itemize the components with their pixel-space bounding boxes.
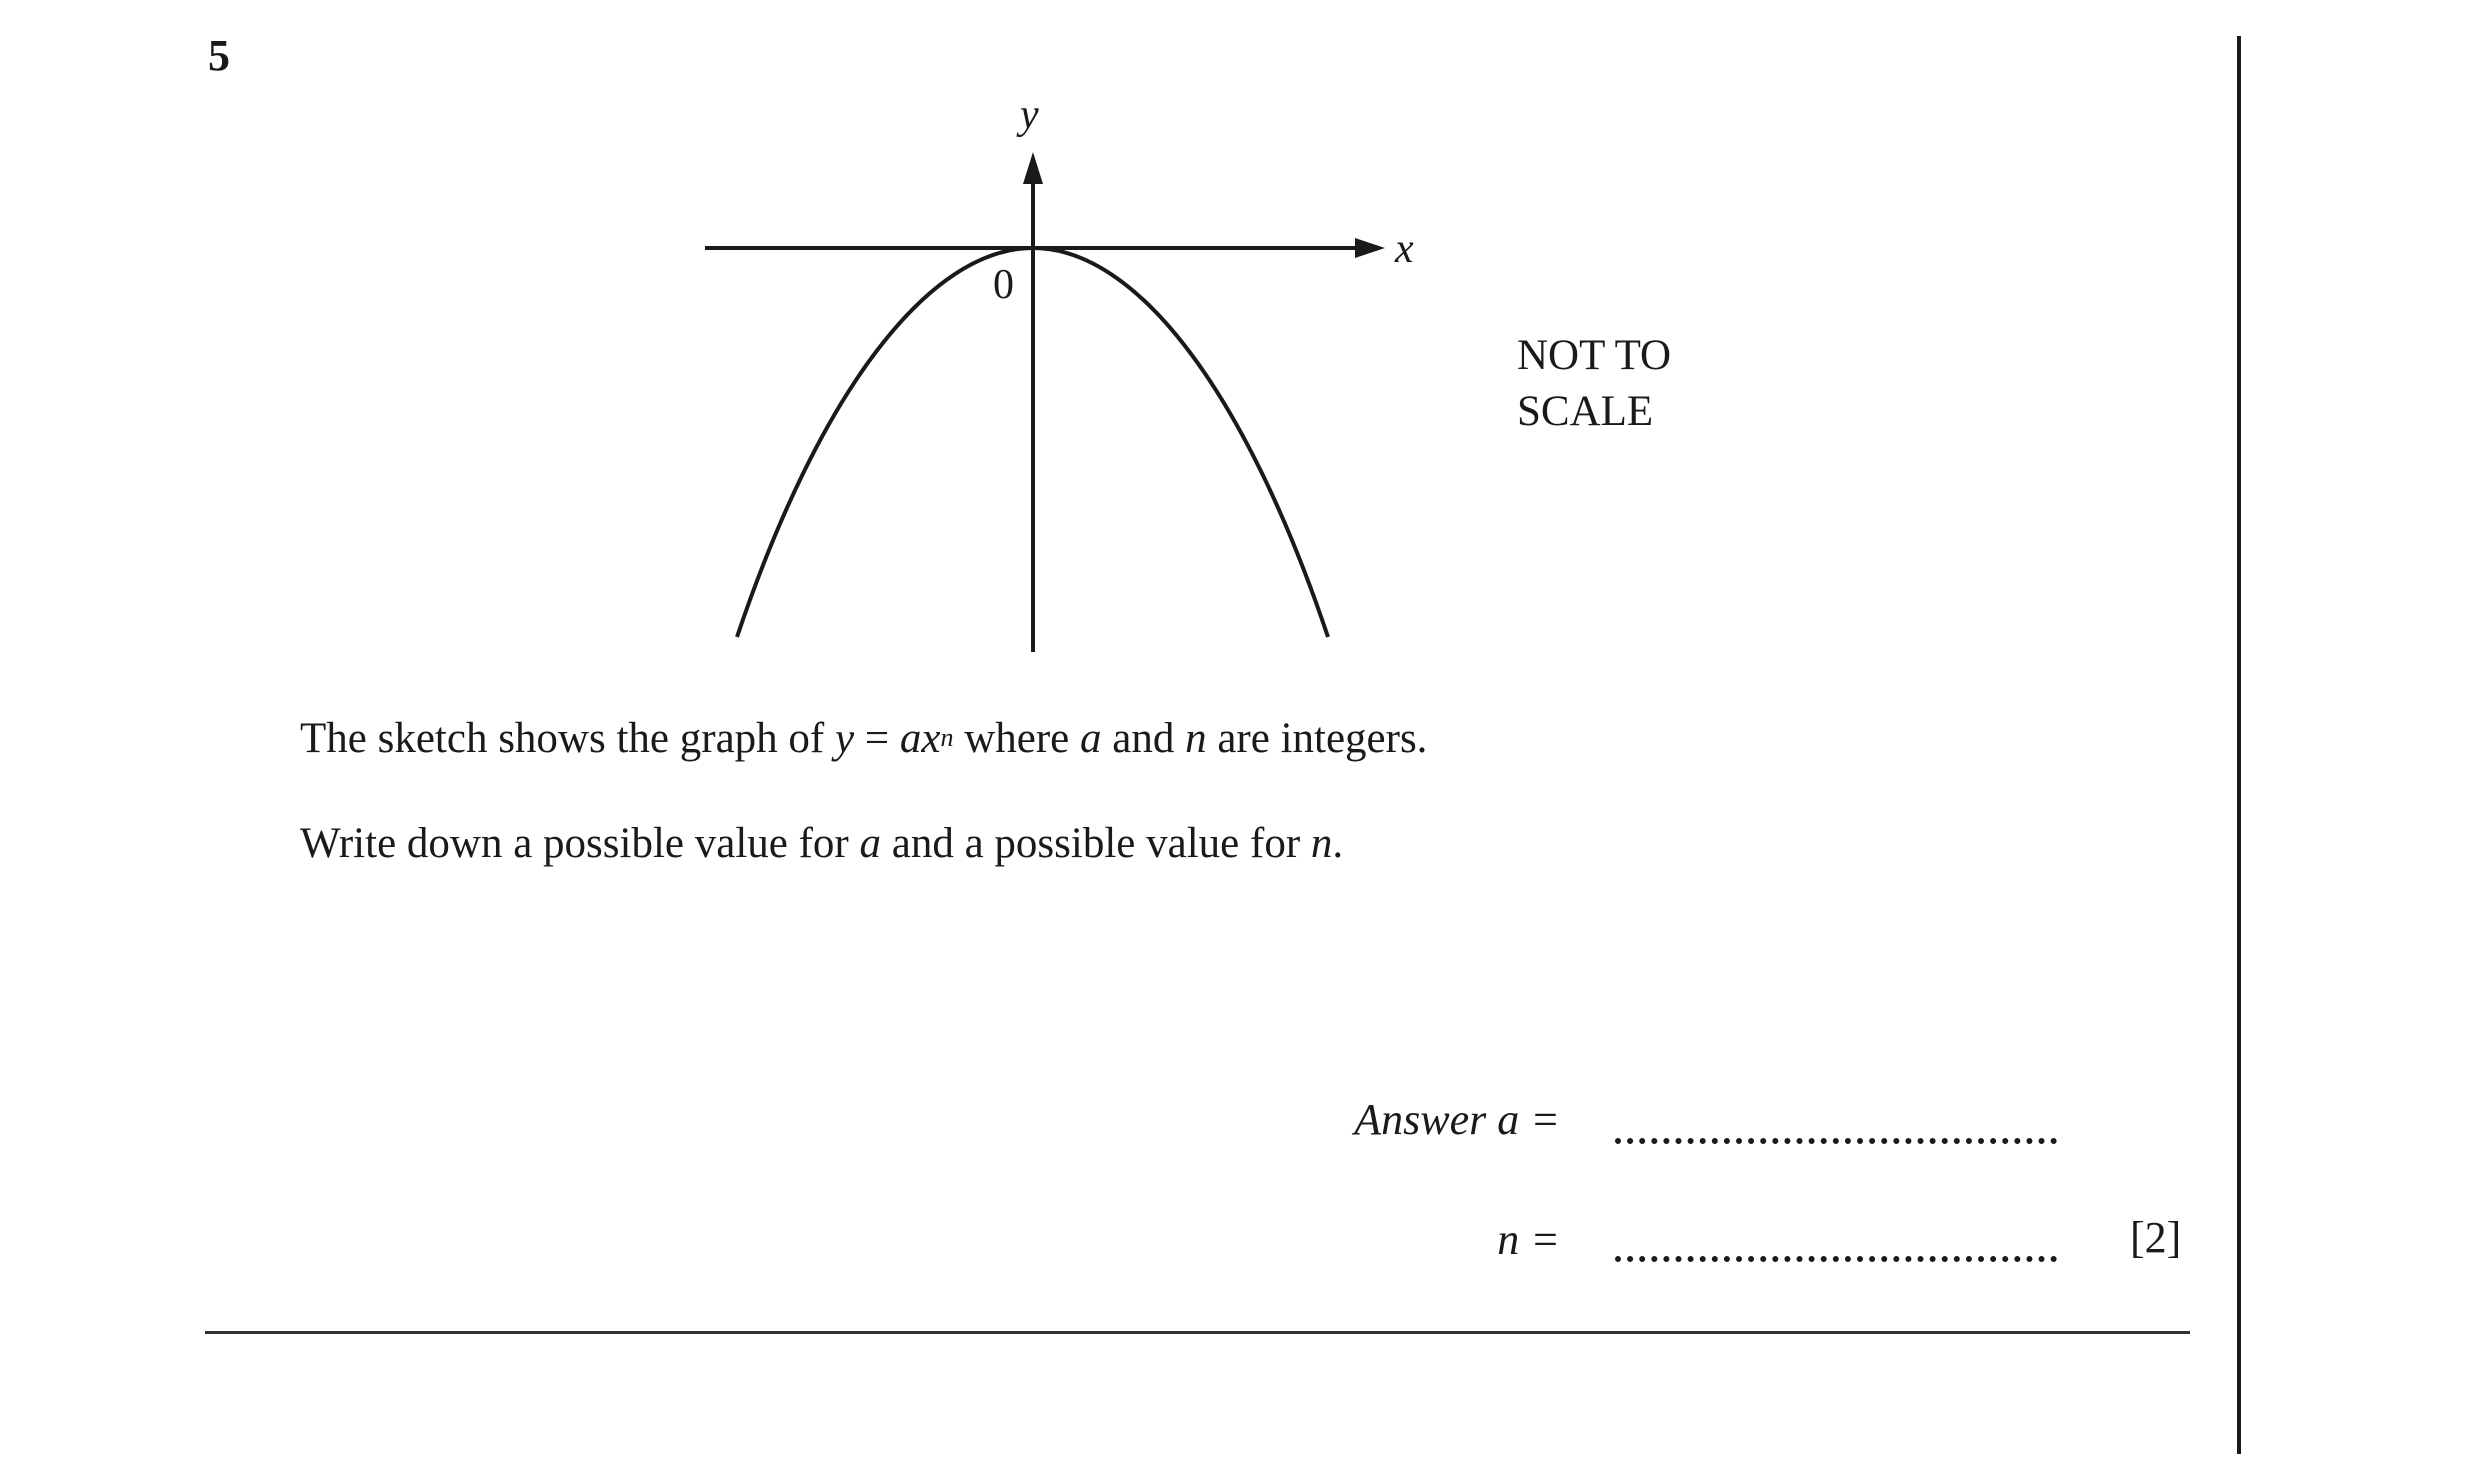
statement-text: where <box>953 715 1080 762</box>
var-y: y <box>834 715 855 762</box>
instruction-text: . <box>1332 820 1344 867</box>
var-n: n <box>1310 820 1333 867</box>
statement-text: are integers. <box>1206 715 1428 762</box>
answer-n-field[interactable] <box>1615 1256 2057 1262</box>
question-divider <box>205 1331 2190 1334</box>
note-line-2: SCALE <box>1517 388 1654 435</box>
instruction-text: Write down a possible value for <box>300 820 860 867</box>
exponent-n: n <box>940 723 954 752</box>
statement-text: and <box>1101 715 1186 762</box>
not-to-scale-note <box>1517 328 1671 440</box>
x-axis-label: x <box>1395 226 1414 272</box>
answer-a-field[interactable] <box>1615 1138 2057 1144</box>
x-axis-arrow <box>1355 238 1385 258</box>
answer-n-label: n = <box>1497 1215 1560 1264</box>
y-axis-label: y <box>1020 92 1039 138</box>
question-number: 5 <box>208 31 230 80</box>
marks-allocation: [2] <box>2130 1213 2182 1262</box>
question-instruction <box>300 818 1343 870</box>
origin-label: 0 <box>993 262 1014 308</box>
note-line-1: NOT TO <box>1517 332 1672 379</box>
answer-a-label: Answer a = <box>1354 1095 1560 1144</box>
var-a: a <box>859 820 882 867</box>
var-n: n <box>1185 715 1207 762</box>
instruction-text: and a possible value for <box>881 820 1311 867</box>
var-a: a <box>1079 715 1102 762</box>
statement-text: The sketch shows the graph of <box>300 715 835 762</box>
question-statement <box>300 713 1427 765</box>
margin-line <box>2237 36 2241 1454</box>
equals-sign: = <box>854 715 900 762</box>
term-ax: ax <box>899 715 941 762</box>
y-axis-arrow <box>1023 152 1043 184</box>
